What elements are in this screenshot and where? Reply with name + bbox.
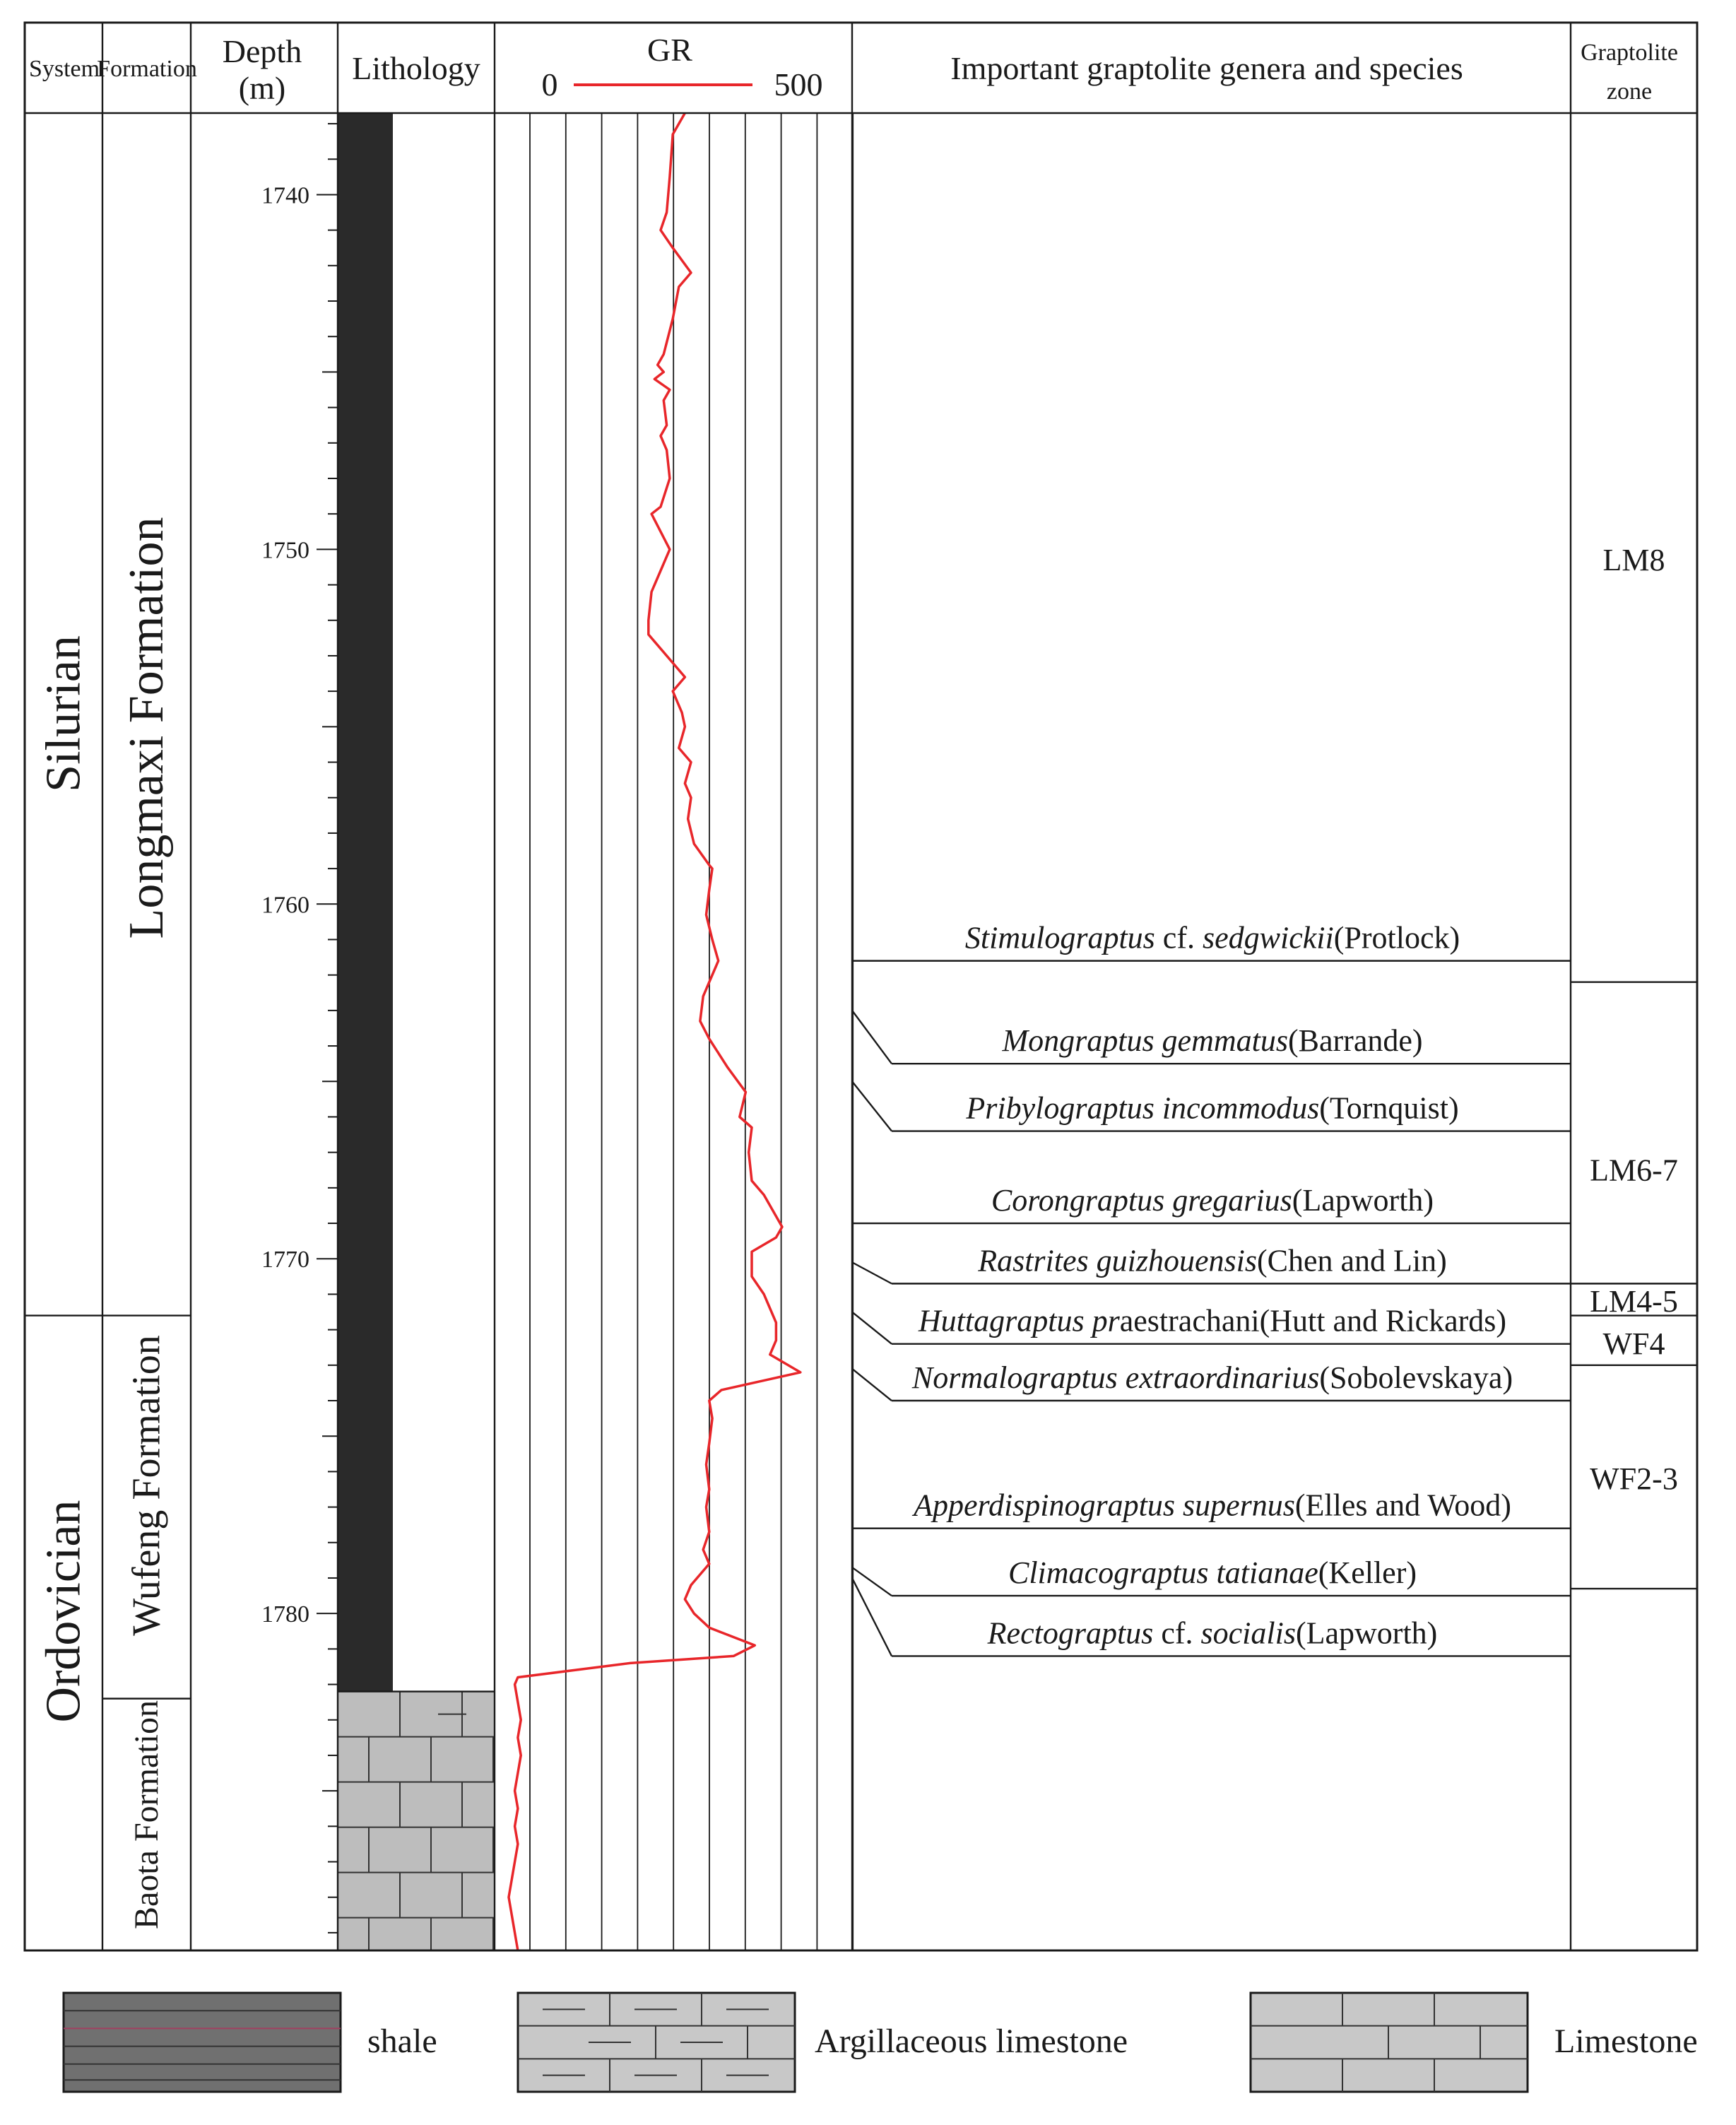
legend-item-limestone xyxy=(1251,1993,1698,2092)
legend xyxy=(64,1993,1698,2092)
legend-label: Argillaceous limestone xyxy=(815,2023,1128,2060)
header-gr-max: 500 xyxy=(774,66,823,102)
header-species: Important graptolite genera and species xyxy=(950,50,1463,86)
depth-tick-label: 1740 xyxy=(261,182,309,209)
depth-tick-label: 1780 xyxy=(261,1601,309,1628)
legend-label: Limestone xyxy=(1554,2023,1698,2060)
species-marker-leader xyxy=(852,1369,892,1401)
species-column xyxy=(852,921,1571,1656)
species-name: Stimulograptus cf. sedgwickii(Protlock) xyxy=(964,920,1460,955)
species-marker-leader xyxy=(852,1312,892,1344)
formation-label: Wufeng Formation xyxy=(124,1335,169,1636)
species-name: Rectograptus cf. socialis(Lapworth) xyxy=(987,1615,1438,1651)
species-name: Normalograptus extraordinarius(Sobolevskaya) xyxy=(911,1360,1513,1396)
gr-series-line xyxy=(509,113,801,1950)
gr-grid xyxy=(530,113,853,1950)
gr-log xyxy=(509,113,801,1950)
legend-item-argillaceous xyxy=(518,1993,1128,2092)
system-label: Silurian xyxy=(36,635,91,792)
header-lithology: Lithology xyxy=(352,50,480,86)
species-marker-leader xyxy=(852,1578,892,1656)
legend-swatch-shale xyxy=(64,1993,341,2092)
lithology-limestone-band xyxy=(338,1692,495,1950)
depth-tick-label: 1770 xyxy=(261,1247,309,1273)
unit-columns xyxy=(25,517,191,1929)
legend-label: shale xyxy=(367,2023,437,2060)
species-name: Climacograptus tatianae(Keller) xyxy=(1008,1555,1417,1591)
header-zone-line2: zone xyxy=(1606,78,1653,105)
species-marker-leader xyxy=(852,1011,892,1064)
depth-tick-label: 1750 xyxy=(261,537,309,564)
zone-label: WF4 xyxy=(1602,1326,1665,1362)
species-name: Mongraptus gemmatus(Barrande) xyxy=(1002,1023,1423,1059)
system-label: Ordovician xyxy=(36,1500,91,1723)
lithology-column xyxy=(338,113,495,1950)
formation-label: Longmaxi Formation xyxy=(119,517,174,939)
lithology-shale-band xyxy=(338,113,393,1692)
species-name: Huttagraptus praestrachani(Hutt and Rickards) xyxy=(918,1303,1507,1338)
species-marker-leader xyxy=(852,1262,892,1283)
table-frame xyxy=(25,23,1697,1950)
header-depth-line1: Depth xyxy=(222,33,302,69)
zone-label: LM6-7 xyxy=(1590,1153,1678,1188)
header-formation: Formation xyxy=(97,56,197,82)
header-gr: GR xyxy=(647,32,692,68)
legend-item-shale xyxy=(64,1993,437,2092)
zone-label: WF2-3 xyxy=(1590,1461,1678,1496)
species-name: Rastrites guizhouensis(Chen and Lin) xyxy=(978,1243,1447,1278)
species-name: Apperdispinograptus supernus(Elles and Wood) xyxy=(914,1488,1511,1523)
header-zone-line1: Graptolite xyxy=(1581,40,1678,66)
header-system: System xyxy=(28,56,100,82)
depth-axis xyxy=(261,124,338,1933)
header-gr-min: 0 xyxy=(541,66,558,102)
formation-label: Baota Formation xyxy=(128,1700,165,1929)
species-name: Pribylograptus incommodus(Tornquist) xyxy=(966,1090,1459,1126)
zone-label: LM4-5 xyxy=(1590,1283,1678,1319)
zone-column xyxy=(1571,543,1697,1589)
depth-tick-label: 1760 xyxy=(261,892,309,919)
header-depth-line2: (m) xyxy=(238,70,286,106)
species-name: Corongraptus gregarius(Lapworth) xyxy=(991,1183,1434,1218)
species-marker-leader xyxy=(852,1081,892,1131)
zone-label: LM8 xyxy=(1602,542,1665,577)
